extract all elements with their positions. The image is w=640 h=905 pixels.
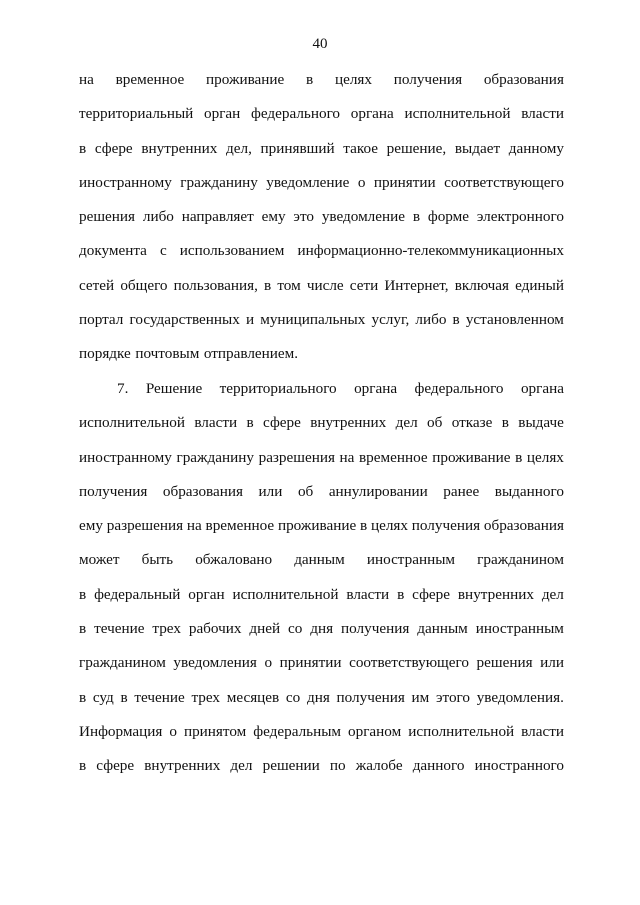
text-line: Информация о принятом федеральным органом исполнительной власти <box>79 722 564 740</box>
text-line: на временное проживание в целях получения образования <box>79 71 564 88</box>
paragraph-item-7 <box>79 379 564 791</box>
text-line: может быть обжаловано данным иностранным гражданином <box>79 551 564 569</box>
text-line: иностранному гражданину разрешения на временное проживание в целях <box>79 448 564 466</box>
text-line: иностранному гражданину уведомление о принятии соответствующего <box>79 173 564 191</box>
text-line: документа с использованием информационно-телекоммуникационных <box>79 242 564 260</box>
text-line: в сфере внутренних дел, принявший такое решение, выдает данному <box>79 139 564 157</box>
text-line: гражданином уведомления о принятии соответствующего решения или <box>79 654 564 672</box>
text-line: порядке почтовым отправлением. <box>79 345 299 363</box>
text-line: в течение трех рабочих дней со дня получения данным иностранным <box>79 620 564 638</box>
page-number: 40 <box>312 36 328 52</box>
text-line: решения либо направляет ему это уведомление в форме электронного <box>79 208 564 226</box>
text-line: получения образования или об аннулировании ранее выданного <box>79 482 564 500</box>
text-line: в суд в течение трех месяцев со дня получения им этого уведомления. <box>79 688 564 706</box>
text-line: ему разрешения на временное проживание в целях получения образования <box>79 517 564 535</box>
text-line: территориальный орган федерального органа исполнительной власти <box>79 105 564 123</box>
text-line: 7. Решение территориального органа федерального органа <box>117 380 564 397</box>
text-line: портал государственных и муниципальных услуг, либо в установленном <box>79 311 564 329</box>
text-line: в федеральный орган исполнительной власти в сфере внутренних дел <box>79 585 564 603</box>
text-line: сетей общего пользования, в том числе сети Интернет, включая единый <box>79 276 564 294</box>
text-line: в сфере внутренних дел решении по жалобе данного иностранного <box>79 757 564 775</box>
text-line: исполнительной власти в сфере внутренних дел об отказе в выдаче <box>79 414 564 432</box>
paragraph-continuation <box>79 70 564 379</box>
